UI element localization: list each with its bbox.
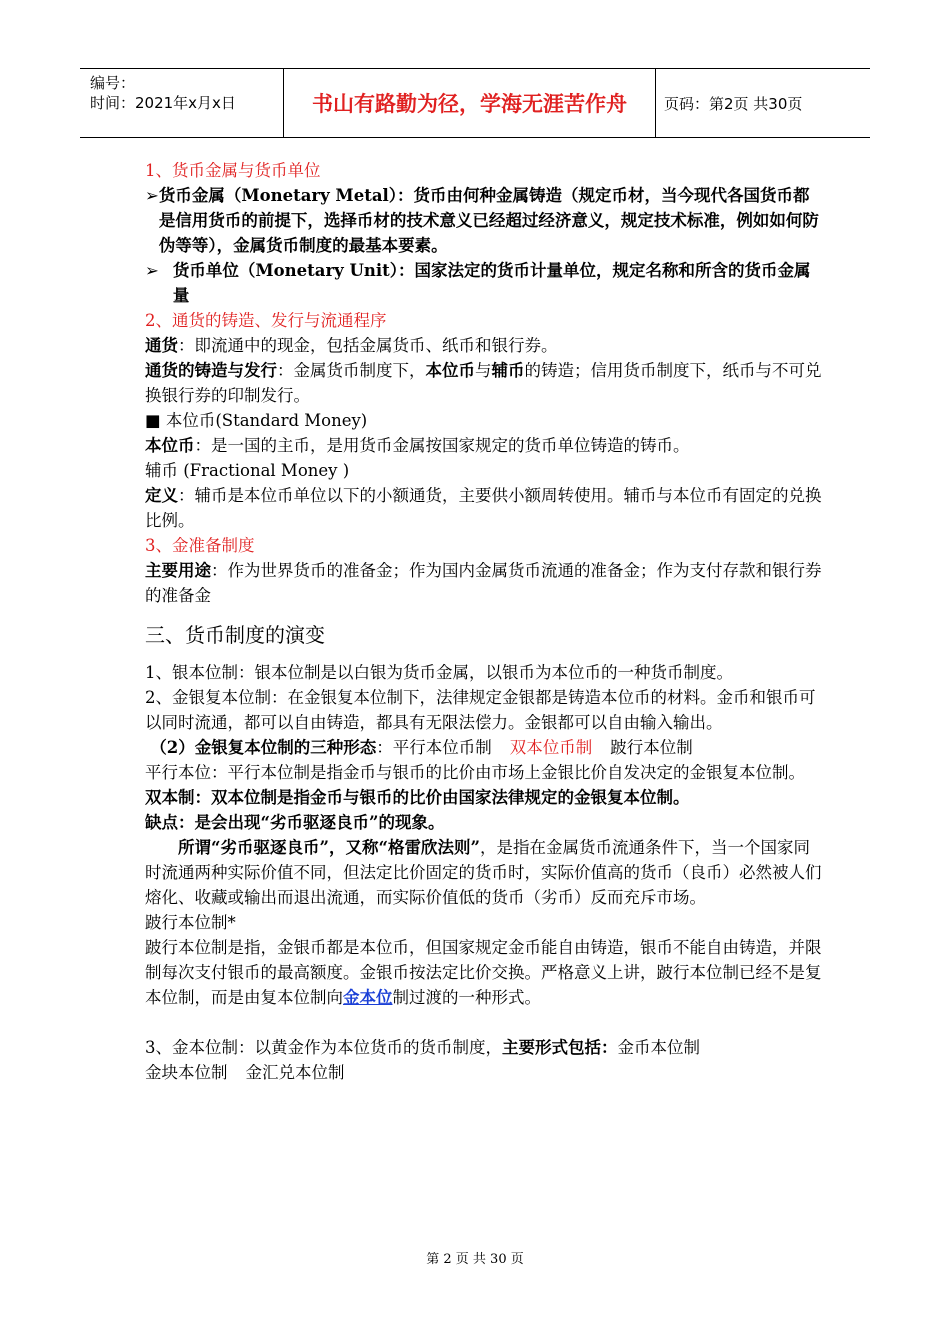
gold-standard-link[interactable]: 金本位 — [343, 988, 393, 1007]
paragraph: 缺点：是会出现“劣币驱逐良币”的现象。 — [145, 813, 445, 832]
header-table — [80, 68, 870, 138]
paragraph: （2）金银复本位制的三种形态：平行本位币制 双本位币制 跛行本位制 — [150, 738, 693, 757]
paragraph: 通货的铸造与发行：金属货币制度下，本位币与辅币的铸造；信用货币制度下，纸币与不可兑换银行券的印制发行。 — [145, 361, 822, 405]
section-title-1: 1、货币金属与货币单位 — [145, 161, 321, 180]
bullet-text-2: 货币单位（Monetary Unit）：国家法定的货币计量单位，规定名称和所含的货币金属量 — [172, 261, 811, 305]
paragraph: 定义：辅币是本位币单位以下的小额通货，主要供小额周转使用。辅币与本位币有固定的兑换比例。 — [145, 486, 822, 530]
paragraph: 1、银本位制：银本位制是以白银为货币金属，以银币为本位币的一种货币制度。 — [145, 663, 733, 682]
header-meta — [80, 69, 283, 137]
paragraph: 本位币：是一国的主币，是用货币金属按国家规定的货币单位铸造的铸币。 — [145, 436, 690, 455]
header-motto: 书山有路勤为径，学海无涯苦作舟 — [283, 69, 656, 137]
bullet-text-1: 货币金属（Monetary Metal）：货币由何种金属铸造（规定币材，当今现代各国货币都是信用货币的前提下，选择币材的技术意义已经超过经济意义，规定技术标准，例如如何防伪等等），金属货币制度的最基本要素。 — [158, 186, 819, 255]
paragraph: 跛行本位制是指，金银币都是本位币，但国家规定金币能自由铸造，银币不能自由铸造，并限制每次支付银币的最高额度。金银币按法定比价交换。严格意义上讲，跛行本位制已经不是复本位制，而是由复本位制向金本位制过渡的一种形式。 — [145, 938, 822, 1007]
paragraph: 2、金银复本位制：在金银复本位制下，法律规定金银都是铸造本位币的材料。金币和银币可以同时流通，都可以自由铸造，都具有无限法偿力。金银都可以自由输入输出。 — [145, 688, 816, 732]
paragraph: 跛行本位制* — [145, 913, 236, 932]
page-footer: 第 2 页 共 30 页 — [426, 1252, 524, 1267]
section-title-3: 3、金准备制度 — [145, 536, 255, 555]
arrow-bullet-icon: ➢ — [145, 261, 159, 280]
paragraph: 主要用途：作为世界货币的准备金；作为国内金属货币流通的准备金；作为支付存款和银行券的准备金 — [145, 561, 822, 605]
list-item — [145, 183, 825, 258]
date-label: 时间：2021年x月x日 — [90, 94, 236, 112]
serial-label: 编号： — [90, 74, 136, 92]
arrow-bullet-icon: ➢ — [145, 186, 159, 205]
paragraph: 平行本位：平行本位制是指金币与银币的比价由市场上金银比价自发决定的金银复本位制。 — [145, 763, 805, 782]
section-title-2: 2、通货的铸造、发行与流通程序 — [145, 311, 387, 330]
document-body — [145, 158, 825, 1085]
paragraph: 双本制：双本位制是指金币与银币的比价由国家法律规定的金银复本位制。 — [145, 788, 690, 807]
chapter-heading: 三、货币制度的演变 — [145, 623, 325, 647]
paragraph: 3、金本位制：以黄金作为本位货币的货币制度，主要形式包括：金币本位制 — [145, 1038, 700, 1057]
bullet-list — [145, 183, 825, 308]
list-item — [145, 258, 825, 308]
paragraph: ■ 本位币(Standard Money) — [145, 411, 368, 430]
paragraph: 辅币 (Fractional Money ) — [145, 461, 350, 480]
paragraph: 通货：即流通中的现金，包括金属货币、纸币和银行券。 — [145, 336, 558, 355]
header-page-info: 页码：第2页 共30页 — [664, 94, 803, 113]
paragraph: 金块本位制 金汇兑本位制 — [145, 1063, 345, 1082]
paragraph: 所谓“劣币驱逐良币”，又称“格雷欣法则”，是指在金属货币流通条件下，当一个国家同时流通两种实际价值不同，但法定比价固定的货币时，实际价值高的货币（良币）必然被人们熔化、收藏或输出而退出流通，而实际价值低的货币（劣币）反而充斥市场。 — [145, 838, 822, 907]
